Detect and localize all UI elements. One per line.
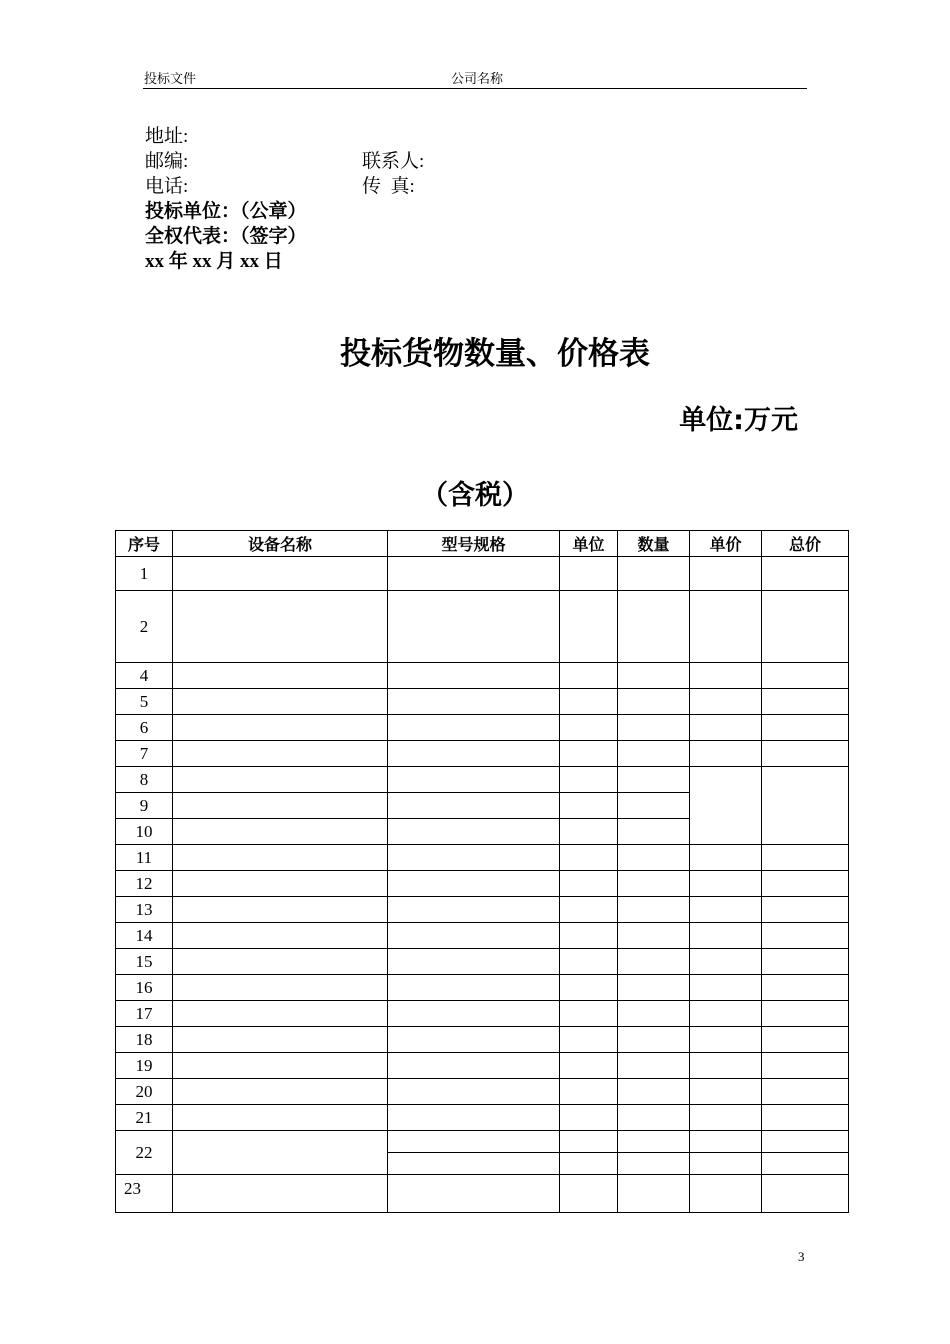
- cell-unit: [560, 689, 618, 715]
- cell-quantity: [618, 923, 690, 949]
- cell-unit-price: [690, 1175, 762, 1213]
- cell-unit: [560, 1027, 618, 1053]
- cell-device-name: [173, 557, 388, 591]
- cell-quantity: [618, 871, 690, 897]
- row-index: 12: [116, 871, 173, 897]
- cell-model-spec: [388, 1175, 560, 1213]
- cell-model-spec: [388, 949, 560, 975]
- cell-quantity: [618, 767, 690, 793]
- cell-quantity: [618, 1153, 690, 1175]
- cell-quantity: [618, 557, 690, 591]
- cell-total-price: [762, 1027, 849, 1053]
- cell-total-price-merged: [762, 767, 849, 845]
- cell-unit-price: [690, 715, 762, 741]
- table-row: [116, 1027, 849, 1053]
- cell-total-price: [762, 897, 849, 923]
- cell-total-price: [762, 949, 849, 975]
- cell-quantity: [618, 793, 690, 819]
- cell-unit: [560, 819, 618, 845]
- cell-total-price: [762, 1053, 849, 1079]
- table-row: [116, 689, 849, 715]
- cell-quantity: [618, 1175, 690, 1213]
- row-index: 7: [116, 741, 173, 767]
- header-index: 序号: [116, 531, 173, 557]
- cell-unit-price: [690, 1053, 762, 1079]
- cell-unit: [560, 923, 618, 949]
- cell-unit: [560, 897, 618, 923]
- cell-total-price: [762, 975, 849, 1001]
- cell-device-name: [173, 845, 388, 871]
- table-row: [116, 1079, 849, 1105]
- row-index: 9: [116, 793, 173, 819]
- row-index: 14: [116, 923, 173, 949]
- cell-device-name: [173, 819, 388, 845]
- header-total-price: 总价: [762, 531, 849, 557]
- cell-model-spec: [388, 741, 560, 767]
- table-row: [116, 1131, 849, 1153]
- cell-device-name: [173, 741, 388, 767]
- table-row: [116, 1053, 849, 1079]
- cell-unit: [560, 871, 618, 897]
- cell-device-name: [173, 591, 388, 663]
- row-index: 22: [116, 1131, 173, 1175]
- table-row: [116, 845, 849, 871]
- page-number: 3: [798, 1249, 805, 1264]
- table-row: [116, 923, 849, 949]
- table-row: [116, 1001, 849, 1027]
- header-device-name: 设备名称: [173, 531, 388, 557]
- table-row: [116, 663, 849, 689]
- unit-label: 单位:万元: [679, 405, 798, 436]
- table-row: [116, 897, 849, 923]
- cell-unit: [560, 1153, 618, 1175]
- cell-unit: [560, 975, 618, 1001]
- address-label: 地址:: [145, 126, 189, 147]
- cell-quantity: [618, 663, 690, 689]
- cell-total-price: [762, 689, 849, 715]
- cell-unit-price: [690, 949, 762, 975]
- cell-total-price: [762, 557, 849, 591]
- cell-model-spec: [388, 1001, 560, 1027]
- cell-unit: [560, 1053, 618, 1079]
- table-row: [116, 557, 849, 591]
- cell-device-name: [173, 1053, 388, 1079]
- cell-model-spec: [388, 1153, 560, 1175]
- cell-unit: [560, 793, 618, 819]
- table-row: [116, 741, 849, 767]
- cell-quantity: [618, 975, 690, 1001]
- cell-quantity: [618, 1131, 690, 1153]
- cell-unit-price: [690, 1105, 762, 1131]
- cell-device-name: [173, 897, 388, 923]
- page-title: 投标货物数量、价格表: [340, 336, 650, 372]
- cell-device-name: [173, 689, 388, 715]
- row-index: 11: [116, 845, 173, 871]
- bidder-label: 投标单位：（公章）: [145, 201, 307, 222]
- cell-unit-price: [690, 1079, 762, 1105]
- cell-model-spec: [388, 689, 560, 715]
- cell-unit: [560, 1079, 618, 1105]
- cell-unit-price: [690, 689, 762, 715]
- cell-quantity: [618, 949, 690, 975]
- cell-unit-price: [690, 591, 762, 663]
- cell-unit-price: [690, 871, 762, 897]
- cell-model-spec: [388, 975, 560, 1001]
- cell-unit: [560, 715, 618, 741]
- cell-total-price: [762, 715, 849, 741]
- row-index: 8: [116, 767, 173, 793]
- cell-model-spec: [388, 819, 560, 845]
- cell-quantity: [618, 1027, 690, 1053]
- page-header: [143, 68, 807, 89]
- cell-unit-price: [690, 845, 762, 871]
- contact-person-label: 联系人:: [362, 151, 425, 172]
- cell-model-spec: [388, 767, 560, 793]
- cell-model-spec: [388, 1079, 560, 1105]
- table-header-row: [116, 531, 849, 557]
- cell-model-spec: [388, 715, 560, 741]
- cell-unit-price: [690, 557, 762, 591]
- row-index: 21: [116, 1105, 173, 1131]
- cell-quantity: [618, 819, 690, 845]
- cell-unit-price: [690, 923, 762, 949]
- table-row: [116, 715, 849, 741]
- row-index: 16: [116, 975, 173, 1001]
- cell-device-name: [173, 1079, 388, 1105]
- cell-total-price: [762, 871, 849, 897]
- cell-model-spec: [388, 923, 560, 949]
- cell-total-price: [762, 1079, 849, 1105]
- cell-unit-price: [690, 1131, 762, 1153]
- cell-device-name: [173, 663, 388, 689]
- cell-model-spec: [388, 793, 560, 819]
- row-index: 23: [116, 1175, 173, 1213]
- cell-device-name: [173, 1027, 388, 1053]
- cell-quantity: [618, 1105, 690, 1131]
- table-row: [116, 1105, 849, 1131]
- cell-device-name: [173, 1105, 388, 1131]
- postcode-label: 邮编:: [145, 151, 189, 172]
- cell-device-name: [173, 949, 388, 975]
- cell-total-price: [762, 1131, 849, 1153]
- table-row: [116, 871, 849, 897]
- cell-quantity: [618, 897, 690, 923]
- fax-label: 传 真:: [362, 176, 415, 197]
- cell-device-name: [173, 1175, 388, 1213]
- cell-device-name: [173, 793, 388, 819]
- cell-unit: [560, 591, 618, 663]
- cell-model-spec: [388, 897, 560, 923]
- row-index: 20: [116, 1079, 173, 1105]
- cell-total-price: [762, 591, 849, 663]
- header-unit-price: 单价: [690, 531, 762, 557]
- cell-quantity: [618, 591, 690, 663]
- row-index: 19: [116, 1053, 173, 1079]
- cell-device-name: [173, 923, 388, 949]
- date-label: xx 年 xx 月 xx 日: [145, 251, 283, 272]
- row-index: 10: [116, 819, 173, 845]
- cell-unit: [560, 767, 618, 793]
- cell-total-price: [762, 1175, 849, 1213]
- cell-model-spec: [388, 557, 560, 591]
- cell-unit: [560, 845, 618, 871]
- row-index: 1: [116, 557, 173, 591]
- cell-unit-price: [690, 1001, 762, 1027]
- row-index: 5: [116, 689, 173, 715]
- cell-quantity: [618, 715, 690, 741]
- cell-unit-price: [690, 663, 762, 689]
- cell-quantity: [618, 689, 690, 715]
- cell-quantity: [618, 1053, 690, 1079]
- cell-model-spec: [388, 591, 560, 663]
- cell-total-price: [762, 1105, 849, 1131]
- phone-label: 电话:: [145, 176, 189, 197]
- representative-label: 全权代表：（签字）: [145, 226, 307, 247]
- row-index: 17: [116, 1001, 173, 1027]
- cell-unit: [560, 557, 618, 591]
- cell-total-price: [762, 1153, 849, 1175]
- cell-unit: [560, 949, 618, 975]
- cell-quantity: [618, 741, 690, 767]
- cell-model-spec: [388, 1131, 560, 1153]
- row-index: 2: [116, 591, 173, 663]
- cell-unit-price: [690, 1153, 762, 1175]
- cell-unit: [560, 663, 618, 689]
- cell-unit: [560, 1131, 618, 1153]
- header-company-name: 公司名称: [451, 71, 504, 86]
- cell-unit: [560, 741, 618, 767]
- cell-unit-price: [690, 1027, 762, 1053]
- row-index: 13: [116, 897, 173, 923]
- cell-model-spec: [388, 1053, 560, 1079]
- price-table: [115, 530, 849, 1213]
- cell-device-name: [173, 975, 388, 1001]
- row-index: 18: [116, 1027, 173, 1053]
- cell-total-price: [762, 741, 849, 767]
- cell-device-name: [173, 715, 388, 741]
- cell-unit-price: [690, 897, 762, 923]
- cell-quantity: [618, 1001, 690, 1027]
- row-index: 6: [116, 715, 173, 741]
- header-model-spec: 型号规格: [388, 531, 560, 557]
- cell-model-spec: [388, 1027, 560, 1053]
- cell-total-price: [762, 845, 849, 871]
- cell-unit: [560, 1105, 618, 1131]
- header-quantity: 数量: [618, 531, 690, 557]
- cell-device-name: [173, 871, 388, 897]
- table-row: [116, 1175, 849, 1213]
- table-row: [116, 767, 849, 793]
- cell-model-spec: [388, 663, 560, 689]
- table-row: [116, 975, 849, 1001]
- header-unit: 单位: [560, 531, 618, 557]
- cell-total-price: [762, 923, 849, 949]
- cell-quantity: [618, 1079, 690, 1105]
- cell-unit-price-merged: [690, 767, 762, 845]
- table-row: [116, 591, 849, 663]
- cell-device-name: [173, 1001, 388, 1027]
- cell-device-name: [173, 1131, 388, 1175]
- cell-model-spec: [388, 1105, 560, 1131]
- table-row: [116, 949, 849, 975]
- tax-note: （含税）: [421, 480, 529, 511]
- cell-unit-price: [690, 741, 762, 767]
- cell-quantity: [618, 845, 690, 871]
- cell-total-price: [762, 663, 849, 689]
- row-index: 15: [116, 949, 173, 975]
- header-doc-type: 投标文件: [144, 71, 197, 86]
- cell-unit: [560, 1001, 618, 1027]
- row-index: 4: [116, 663, 173, 689]
- cell-model-spec: [388, 871, 560, 897]
- cell-device-name: [173, 767, 388, 793]
- cell-total-price: [762, 1001, 849, 1027]
- cell-unit-price: [690, 975, 762, 1001]
- cell-model-spec: [388, 845, 560, 871]
- cell-unit: [560, 1175, 618, 1213]
